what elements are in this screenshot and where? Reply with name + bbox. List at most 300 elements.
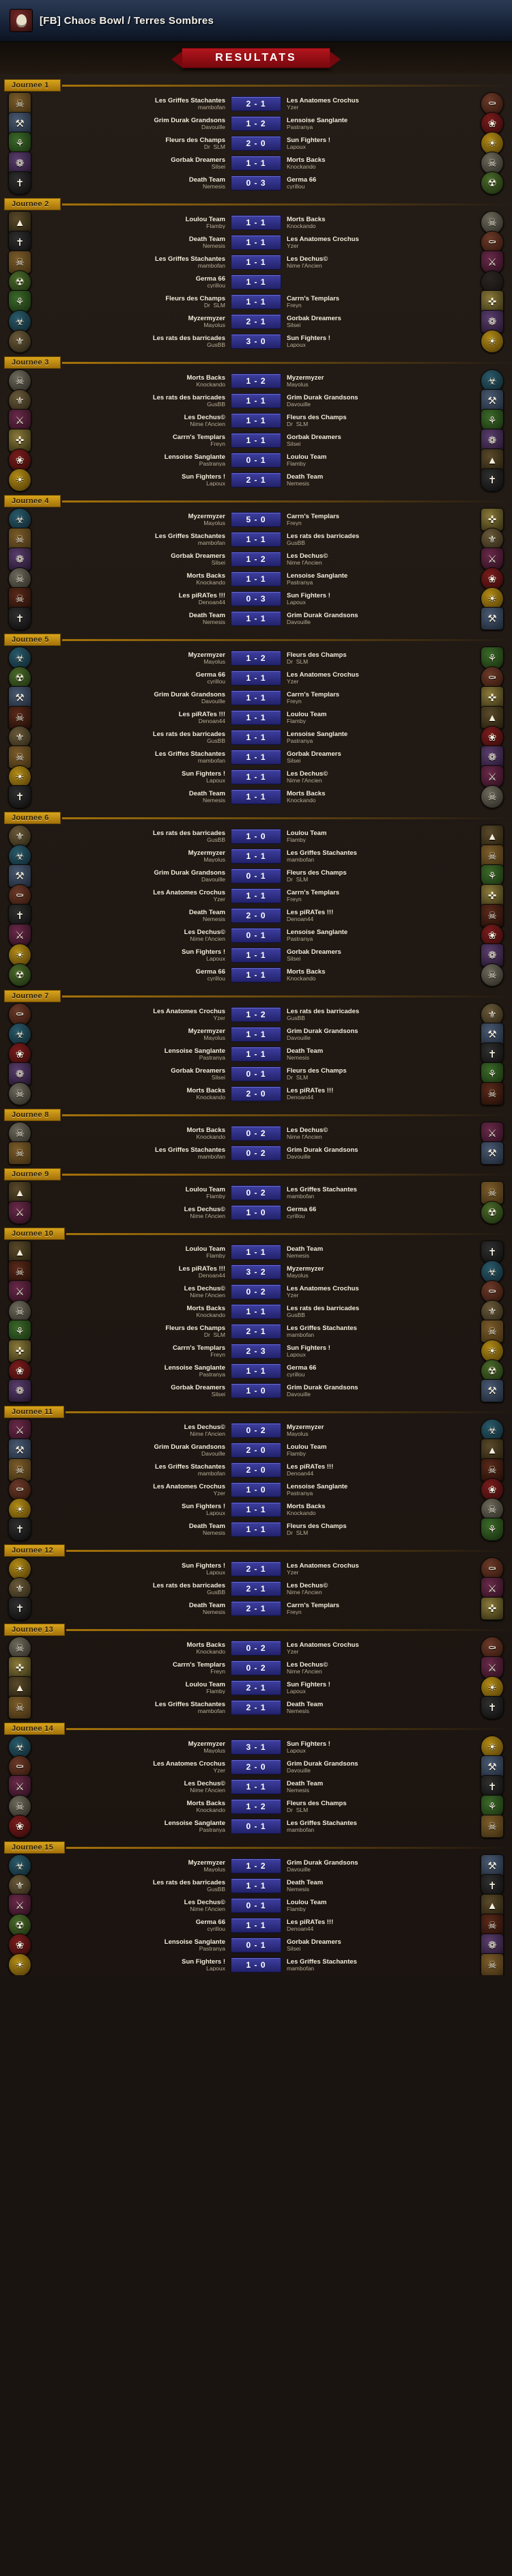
home-team[interactable]	[40, 870, 229, 883]
match-score[interactable]: 2 - 3	[231, 1344, 281, 1359]
home-team[interactable]	[40, 533, 229, 546]
home-team[interactable]	[40, 513, 229, 526]
match-row[interactable]	[0, 728, 512, 747]
match-score[interactable]: 0 - 3	[231, 591, 281, 606]
home-team[interactable]	[40, 969, 229, 982]
home-team[interactable]	[40, 236, 229, 249]
match-score[interactable]: 1 - 1	[231, 1245, 281, 1260]
match-row[interactable]	[0, 233, 512, 252]
match-row[interactable]	[0, 668, 512, 688]
home-team[interactable]	[40, 1147, 229, 1160]
match-row[interactable]	[0, 1817, 512, 1836]
home-team[interactable]	[40, 1444, 229, 1457]
match-row[interactable]	[0, 114, 512, 133]
match-score[interactable]: 1 - 1	[231, 670, 281, 685]
away-team[interactable]	[283, 1365, 472, 1378]
match-row[interactable]	[0, 1460, 512, 1480]
match-row[interactable]	[0, 1876, 512, 1895]
match-score[interactable]: 1 - 2	[231, 1858, 281, 1873]
home-team[interactable]	[40, 1781, 229, 1794]
match-row[interactable]	[0, 1144, 512, 1163]
away-team[interactable]	[283, 533, 472, 546]
away-team[interactable]	[283, 692, 472, 705]
home-team[interactable]	[40, 434, 229, 447]
home-team[interactable]	[40, 177, 229, 190]
match-score[interactable]: 0 - 1	[231, 1066, 281, 1081]
home-team[interactable]	[40, 1860, 229, 1873]
match-row[interactable]	[0, 708, 512, 727]
match-row[interactable]	[0, 926, 512, 945]
match-score[interactable]: 1 - 1	[231, 710, 281, 725]
match-row[interactable]	[0, 253, 512, 272]
home-team[interactable]	[40, 593, 229, 606]
match-row[interactable]	[0, 1381, 512, 1400]
match-score[interactable]: 1 - 2	[231, 651, 281, 666]
home-team[interactable]	[40, 1385, 229, 1398]
away-team[interactable]	[283, 1642, 472, 1655]
away-team[interactable]	[283, 1444, 472, 1457]
away-team[interactable]	[283, 513, 472, 526]
match-score[interactable]: 2 - 1	[231, 1700, 281, 1715]
home-team[interactable]	[40, 692, 229, 705]
match-score[interactable]: 1 - 1	[231, 1047, 281, 1062]
match-score[interactable]: 1 - 1	[231, 611, 281, 626]
match-row[interactable]	[0, 1064, 512, 1084]
match-row[interactable]	[0, 154, 512, 173]
match-row[interactable]	[0, 1480, 512, 1499]
away-team[interactable]	[283, 1741, 472, 1754]
match-row[interactable]	[0, 965, 512, 985]
home-team[interactable]	[40, 1246, 229, 1259]
away-team[interactable]	[283, 1761, 472, 1774]
match-row[interactable]	[0, 1500, 512, 1519]
home-team[interactable]	[40, 1642, 229, 1655]
home-team[interactable]	[40, 1503, 229, 1516]
match-score[interactable]: 1 - 1	[231, 156, 281, 171]
match-score[interactable]: 2 - 0	[231, 908, 281, 923]
match-row[interactable]	[0, 906, 512, 925]
home-team[interactable]	[40, 1464, 229, 1477]
match-score[interactable]: 2 - 0	[231, 1462, 281, 1477]
away-team[interactable]	[283, 771, 472, 784]
away-team[interactable]	[283, 1563, 472, 1576]
away-team[interactable]	[283, 652, 472, 665]
match-score[interactable]: 1 - 0	[231, 829, 281, 844]
match-score[interactable]: 1 - 1	[231, 888, 281, 903]
match-score[interactable]: 1 - 2	[231, 1799, 281, 1814]
home-team[interactable]	[40, 909, 229, 922]
match-score[interactable]: 1 - 1	[231, 235, 281, 250]
home-team[interactable]	[40, 1325, 229, 1338]
match-score[interactable]: 1 - 1	[231, 1779, 281, 1794]
away-team[interactable]	[283, 177, 472, 190]
match-row[interactable]	[0, 94, 512, 113]
home-team[interactable]	[40, 1484, 229, 1497]
home-team[interactable]	[40, 137, 229, 150]
match-score[interactable]: 0 - 2	[231, 1660, 281, 1675]
match-row[interactable]	[0, 1698, 512, 1717]
away-team[interactable]	[283, 1127, 472, 1140]
match-score[interactable]: 1 - 2	[231, 116, 281, 131]
match-score[interactable]: 1 - 1	[231, 730, 281, 745]
match-row[interactable]	[0, 748, 512, 767]
match-score[interactable]: 1 - 1	[231, 1878, 281, 1893]
match-row[interactable]	[0, 1738, 512, 1757]
match-row[interactable]	[0, 1797, 512, 1816]
match-score[interactable]: 1 - 1	[231, 255, 281, 270]
away-team[interactable]	[283, 1880, 472, 1893]
home-team[interactable]	[40, 573, 229, 586]
match-score[interactable]: 0 - 2	[231, 1641, 281, 1656]
away-team[interactable]	[283, 791, 472, 804]
match-score[interactable]: 1 - 1	[231, 1027, 281, 1042]
home-team[interactable]	[40, 454, 229, 467]
away-team[interactable]	[283, 969, 472, 982]
away-team[interactable]	[283, 1345, 472, 1358]
home-team[interactable]	[40, 672, 229, 685]
match-score[interactable]: 2 - 1	[231, 1561, 281, 1576]
away-team[interactable]	[283, 1088, 472, 1101]
match-row[interactable]	[0, 1639, 512, 1658]
match-row[interactable]	[0, 134, 512, 153]
match-score[interactable]: 1 - 1	[231, 274, 281, 289]
match-row[interactable]	[0, 391, 512, 410]
match-row[interactable]	[0, 371, 512, 391]
away-team[interactable]	[283, 850, 472, 863]
match-score[interactable]: 1 - 1	[231, 1502, 281, 1517]
match-score[interactable]: 2 - 0	[231, 1086, 281, 1101]
home-team[interactable]	[40, 791, 229, 804]
home-team[interactable]	[40, 1741, 229, 1754]
away-team[interactable]	[283, 1919, 472, 1932]
home-team[interactable]	[40, 1761, 229, 1774]
match-row[interactable]	[0, 213, 512, 232]
away-team[interactable]	[283, 1523, 472, 1536]
home-team[interactable]	[40, 395, 229, 408]
match-row[interactable]	[0, 1045, 512, 1064]
match-row[interactable]	[0, 1302, 512, 1321]
match-score[interactable]: 1 - 1	[231, 215, 281, 230]
match-row[interactable]	[0, 312, 512, 331]
match-score[interactable]: 0 - 1	[231, 453, 281, 468]
home-team[interactable]	[40, 414, 229, 427]
away-team[interactable]	[283, 1286, 472, 1299]
match-score[interactable]: 0 - 1	[231, 1898, 281, 1913]
away-team[interactable]	[283, 1048, 472, 1061]
match-row[interactable]	[0, 1579, 512, 1598]
match-score[interactable]: 0 - 2	[231, 1423, 281, 1438]
home-team[interactable]	[40, 216, 229, 229]
home-team[interactable]	[40, 553, 229, 566]
match-score[interactable]: 0 - 1	[231, 1819, 281, 1834]
match-row[interactable]	[0, 1599, 512, 1618]
away-team[interactable]	[283, 454, 472, 467]
match-row[interactable]	[0, 173, 512, 193]
away-team[interactable]	[283, 929, 472, 942]
away-team[interactable]	[283, 1187, 472, 1200]
match-score[interactable]: 1 - 2	[231, 373, 281, 388]
match-row[interactable]	[0, 1658, 512, 1678]
match-row[interactable]	[0, 767, 512, 787]
match-score[interactable]: 1 - 1	[231, 1304, 281, 1319]
match-row[interactable]	[0, 1025, 512, 1044]
match-score[interactable]: 5 - 0	[231, 512, 281, 527]
home-team[interactable]	[40, 1701, 229, 1714]
match-score[interactable]: 1 - 1	[231, 294, 281, 309]
match-row[interactable]	[0, 451, 512, 470]
match-score[interactable]: 1 - 1	[231, 433, 281, 448]
away-team[interactable]	[283, 890, 472, 903]
home-team[interactable]	[40, 830, 229, 843]
match-row[interactable]	[0, 1322, 512, 1341]
home-team[interactable]	[40, 1187, 229, 1200]
away-team[interactable]	[283, 1939, 472, 1952]
match-row[interactable]	[0, 1421, 512, 1440]
away-team[interactable]	[283, 870, 472, 883]
home-team[interactable]	[40, 1800, 229, 1813]
match-score[interactable]: 2 - 0	[231, 1443, 281, 1458]
match-score[interactable]: 1 - 0	[231, 1383, 281, 1398]
away-team[interactable]	[283, 909, 472, 922]
away-team[interactable]	[283, 1325, 472, 1338]
match-score[interactable]: 2 - 1	[231, 1581, 281, 1596]
match-score[interactable]: 1 - 1	[231, 789, 281, 804]
home-team[interactable]	[40, 1424, 229, 1437]
home-team[interactable]	[40, 315, 229, 328]
match-row[interactable]	[0, 292, 512, 311]
match-score[interactable]: 3 - 0	[231, 334, 281, 349]
away-team[interactable]	[283, 1860, 472, 1873]
home-team[interactable]	[40, 890, 229, 903]
home-team[interactable]	[40, 296, 229, 309]
away-team[interactable]	[283, 157, 472, 170]
match-score[interactable]: 1 - 1	[231, 1918, 281, 1933]
match-row[interactable]	[0, 866, 512, 886]
away-team[interactable]	[283, 1246, 472, 1259]
home-team[interactable]	[40, 1028, 229, 1041]
match-score[interactable]: 1 - 1	[231, 948, 281, 963]
match-row[interactable]	[0, 847, 512, 866]
match-row[interactable]	[0, 1262, 512, 1282]
home-team[interactable]	[40, 1899, 229, 1912]
home-team[interactable]	[40, 1682, 229, 1695]
match-score[interactable]: 2 - 1	[231, 96, 281, 111]
match-score[interactable]: 0 - 2	[231, 1185, 281, 1200]
away-team[interactable]	[283, 1385, 472, 1398]
home-team[interactable]	[40, 375, 229, 388]
away-team[interactable]	[283, 1503, 472, 1516]
match-score[interactable]: 0 - 3	[231, 175, 281, 190]
away-team[interactable]	[283, 1464, 472, 1477]
home-team[interactable]	[40, 929, 229, 942]
home-team[interactable]	[40, 1345, 229, 1358]
home-team[interactable]	[40, 474, 229, 487]
match-score[interactable]: 0 - 1	[231, 928, 281, 943]
home-team[interactable]	[40, 1088, 229, 1101]
match-row[interactable]	[0, 688, 512, 707]
match-row[interactable]	[0, 550, 512, 569]
match-score[interactable]: 1 - 1	[231, 1363, 281, 1378]
away-team[interactable]	[283, 414, 472, 427]
match-score[interactable]: 0 - 2	[231, 1146, 281, 1161]
match-row[interactable]	[0, 1520, 512, 1539]
match-score[interactable]: 2 - 1	[231, 314, 281, 329]
home-team[interactable]	[40, 1008, 229, 1021]
home-team[interactable]	[40, 1206, 229, 1219]
away-team[interactable]	[283, 117, 472, 130]
match-score[interactable]: 3 - 1	[231, 1740, 281, 1755]
match-score[interactable]: 2 - 1	[231, 1324, 281, 1339]
match-row[interactable]	[0, 510, 512, 529]
match-row[interactable]	[0, 1559, 512, 1579]
match-score[interactable]: 1 - 2	[231, 552, 281, 567]
match-score[interactable]: 1 - 1	[231, 1522, 281, 1537]
match-row[interactable]	[0, 1678, 512, 1697]
home-team[interactable]	[40, 276, 229, 289]
home-team[interactable]	[40, 117, 229, 130]
match-row[interactable]	[0, 1441, 512, 1460]
match-row[interactable]	[0, 470, 512, 490]
match-row[interactable]	[0, 787, 512, 806]
home-team[interactable]	[40, 652, 229, 665]
home-team[interactable]	[40, 949, 229, 962]
match-row[interactable]	[0, 609, 512, 628]
match-score[interactable]: 1 - 1	[231, 532, 281, 547]
match-score[interactable]: 1 - 1	[231, 571, 281, 586]
match-row[interactable]	[0, 1856, 512, 1876]
home-team[interactable]	[40, 1048, 229, 1061]
match-row[interactable]	[0, 1757, 512, 1777]
match-row[interactable]	[0, 1124, 512, 1143]
match-row[interactable]	[0, 1282, 512, 1301]
away-team[interactable]	[283, 256, 472, 269]
match-row[interactable]	[0, 1005, 512, 1024]
home-team[interactable]	[40, 1286, 229, 1299]
home-team[interactable]	[40, 1365, 229, 1378]
away-team[interactable]	[283, 1701, 472, 1714]
away-team[interactable]	[283, 315, 472, 328]
away-team[interactable]	[283, 612, 472, 625]
away-team[interactable]	[283, 395, 472, 408]
home-team[interactable]	[40, 256, 229, 269]
match-score[interactable]: 0 - 2	[231, 1126, 281, 1141]
away-team[interactable]	[283, 375, 472, 388]
home-team[interactable]	[40, 1583, 229, 1596]
away-team[interactable]	[283, 236, 472, 249]
away-team[interactable]	[283, 1800, 472, 1813]
match-row[interactable]	[0, 1243, 512, 1262]
match-row[interactable]	[0, 1777, 512, 1796]
match-row[interactable]	[0, 1084, 512, 1103]
match-row[interactable]	[0, 946, 512, 965]
home-team[interactable]	[40, 751, 229, 764]
away-team[interactable]	[283, 1682, 472, 1695]
match-score[interactable]: 3 - 2	[231, 1264, 281, 1279]
match-score[interactable]: 1 - 0	[231, 1205, 281, 1220]
away-team[interactable]	[283, 296, 472, 309]
away-team[interactable]	[283, 711, 472, 724]
match-score[interactable]: 1 - 1	[231, 750, 281, 765]
home-team[interactable]	[40, 1305, 229, 1318]
match-row[interactable]	[0, 272, 512, 292]
away-team[interactable]	[283, 1266, 472, 1279]
match-score[interactable]: 1 - 1	[231, 413, 281, 428]
away-team[interactable]	[283, 1206, 472, 1219]
match-score[interactable]: 1 - 1	[231, 690, 281, 705]
match-score[interactable]: 1 - 0	[231, 1957, 281, 1972]
away-team[interactable]	[283, 474, 472, 487]
home-team[interactable]	[40, 1880, 229, 1893]
match-score[interactable]: 2 - 0	[231, 1759, 281, 1774]
match-row[interactable]	[0, 530, 512, 549]
away-team[interactable]	[283, 672, 472, 685]
match-score[interactable]: 1 - 2	[231, 1007, 281, 1022]
away-team[interactable]	[283, 1899, 472, 1912]
match-score[interactable]: 2 - 1	[231, 1601, 281, 1616]
away-team[interactable]	[283, 1028, 472, 1041]
match-score[interactable]: 2 - 0	[231, 136, 281, 151]
away-team[interactable]	[283, 137, 472, 150]
away-team[interactable]	[283, 949, 472, 962]
match-row[interactable]	[0, 411, 512, 430]
match-row[interactable]	[0, 332, 512, 351]
away-team[interactable]	[283, 553, 472, 566]
home-team[interactable]	[40, 612, 229, 625]
match-row[interactable]	[0, 1183, 512, 1202]
home-team[interactable]	[40, 1523, 229, 1536]
match-score[interactable]: 0 - 1	[231, 868, 281, 883]
match-row[interactable]	[0, 1955, 512, 1975]
away-team[interactable]	[283, 1781, 472, 1794]
home-team[interactable]	[40, 731, 229, 744]
home-team[interactable]	[40, 1266, 229, 1279]
match-row[interactable]	[0, 1203, 512, 1222]
away-team[interactable]	[283, 731, 472, 744]
away-team[interactable]	[283, 1484, 472, 1497]
match-row[interactable]	[0, 569, 512, 589]
match-score[interactable]: 1 - 0	[231, 1482, 281, 1497]
home-team[interactable]	[40, 1662, 229, 1675]
home-team[interactable]	[40, 1068, 229, 1081]
away-team[interactable]	[283, 830, 472, 843]
away-team[interactable]	[283, 216, 472, 229]
away-team[interactable]	[283, 434, 472, 447]
away-team[interactable]	[283, 1305, 472, 1318]
away-team[interactable]	[283, 751, 472, 764]
match-row[interactable]	[0, 827, 512, 846]
away-team[interactable]	[283, 593, 472, 606]
match-row[interactable]	[0, 1916, 512, 1935]
home-team[interactable]	[40, 771, 229, 784]
away-team[interactable]	[283, 573, 472, 586]
away-team[interactable]	[283, 335, 472, 348]
match-row[interactable]	[0, 1342, 512, 1361]
home-team[interactable]	[40, 1563, 229, 1576]
match-score[interactable]: 2 - 1	[231, 472, 281, 487]
match-row[interactable]	[0, 1896, 512, 1915]
home-team[interactable]	[40, 1602, 229, 1615]
match-score[interactable]: 1 - 1	[231, 393, 281, 408]
away-team[interactable]	[283, 1583, 472, 1596]
away-team[interactable]	[283, 1820, 472, 1833]
away-team[interactable]	[283, 1662, 472, 1675]
away-team[interactable]	[283, 1424, 472, 1437]
away-team[interactable]	[283, 1147, 472, 1160]
home-team[interactable]	[40, 1127, 229, 1140]
away-team[interactable]	[283, 1602, 472, 1615]
match-score[interactable]: 1 - 1	[231, 769, 281, 784]
home-team[interactable]	[40, 335, 229, 348]
